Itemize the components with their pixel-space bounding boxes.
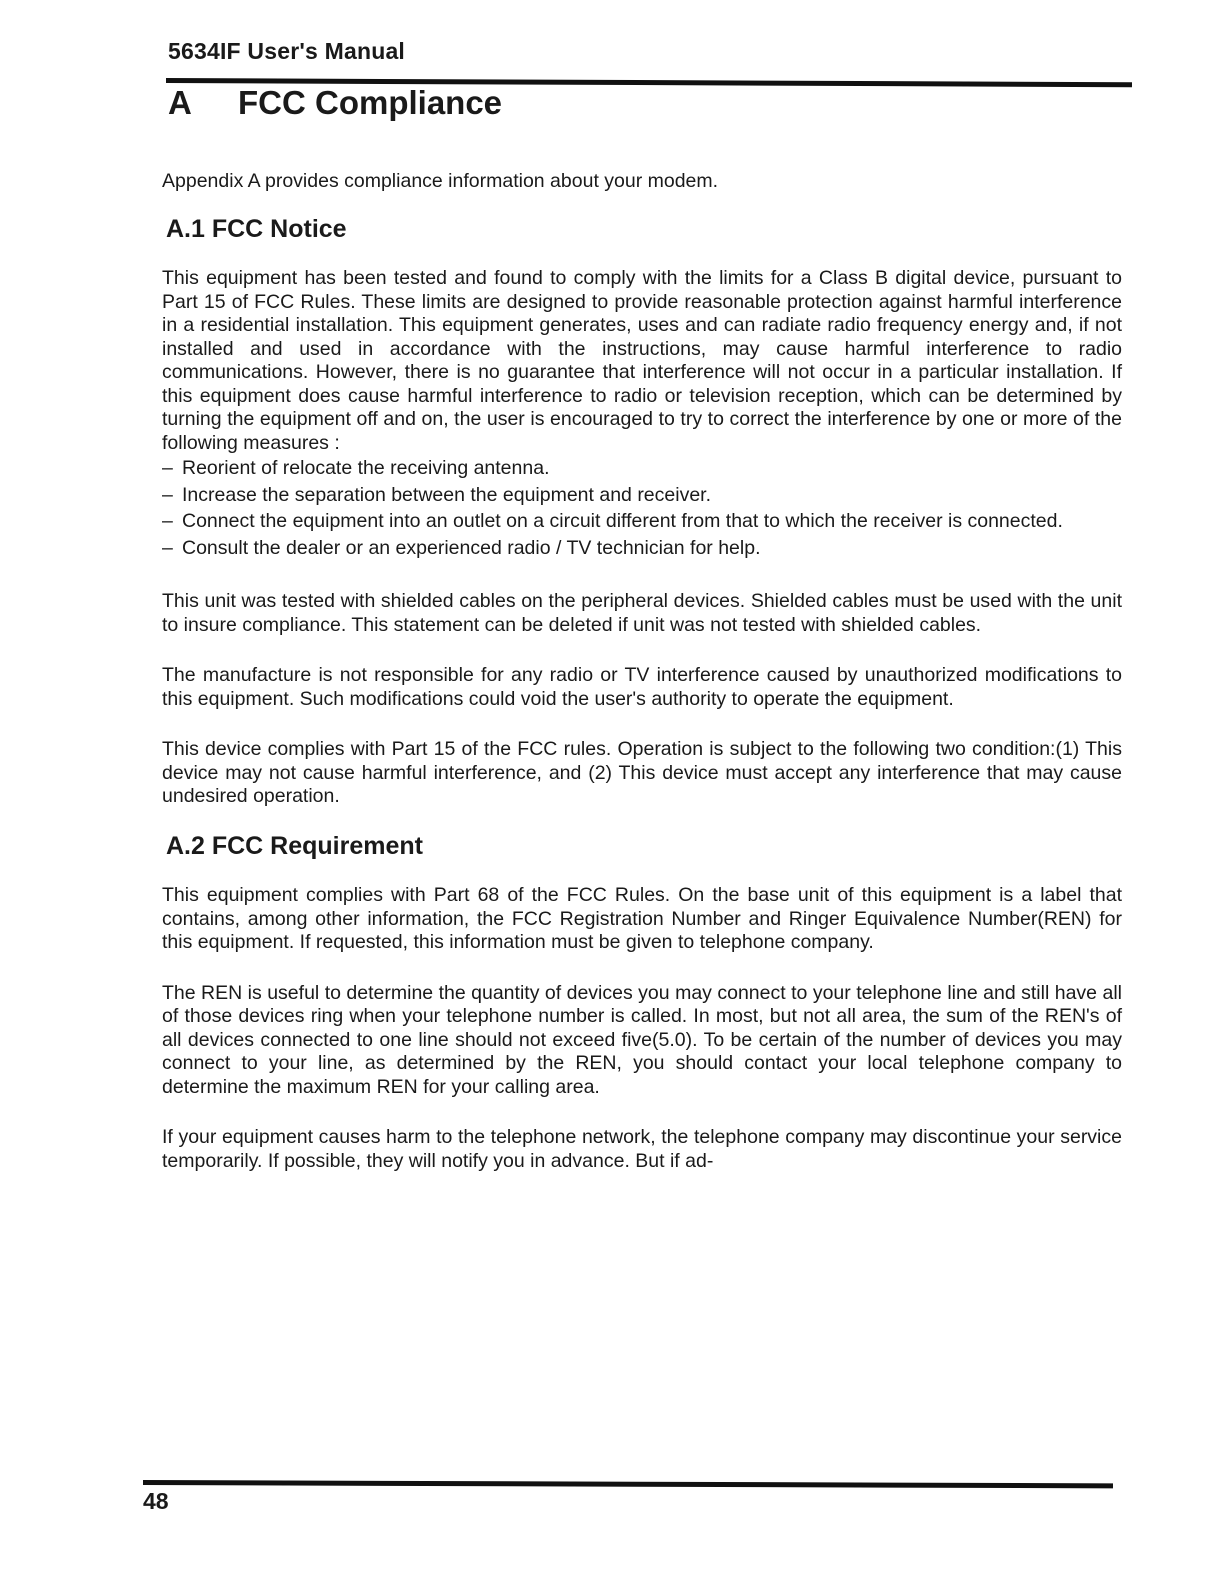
fcc-notice-paragraph-2: This unit was tested with shielded cables on the peripheral devices. Shielded cables must be used with the unit to insure compliance. This statement can be deleted if unit was not tested with shielded cables.: [162, 590, 1122, 636]
list-item: – Connect the equipment into an outlet on a circuit different from that to which the receiver is connected.: [162, 510, 1063, 532]
fcc-notice-paragraph-3: The manufacture is not responsible for any radio or TV interference caused by unauthorized modifications to this equipment. Such modifications could void the user's authority to operate the equipment.: [162, 664, 1122, 710]
chapter-letter: A: [168, 84, 192, 121]
running-head: 5634IF User's Manual: [168, 38, 406, 64]
fcc-requirement-paragraph-3: If your equipment causes harm to the telephone network, the telephone company may discontinue your service temporarily. If possible, they will notify you in advance. But if ad-: [162, 1126, 1122, 1172]
chapter-title: [168, 84, 502, 122]
fcc-requirement-paragraph-2: The REN is useful to determine the quantity of devices you may connect to your telephone line and still have all of those devices ring when your telephone number is called. In most, but not all area, the sum of the REN's of all devices connected to one line should not exceed five(5.0). To be certain of the number of devices you may connect to your line, as determined by the REN, you should contact your local telephone company to determine the maximum REN for your calling area.: [162, 981, 1122, 1098]
intro-paragraph: Appendix A provides compliance information about your modem.: [162, 170, 719, 192]
fcc-requirement-paragraph-1: This equipment complies with Part 68 of the FCC Rules. On the base unit of this equipment is a label that contains, among other information, the FCC Registration Number and Ringer Equivalence Number(REN) for this equipment. If requested, this information must be given to telephone company.: [162, 884, 1122, 953]
page-body: [162, 170, 1122, 1173]
section-heading-fcc-notice: A.1 FCC Notice: [166, 214, 347, 243]
measures-list: [162, 457, 1122, 560]
list-item: – Consult the dealer or an experienced radio / TV technician for help.: [162, 536, 761, 559]
page-number: 48: [143, 1488, 169, 1514]
footer-rule: [143, 1480, 1113, 1488]
list-item: – Reorient of relocate the receiving antenna.: [162, 457, 550, 479]
list-item: – Increase the separation between the equipment and receiver.: [162, 483, 712, 506]
section-heading-fcc-requirement: A.2 FCC Requirement: [166, 831, 423, 860]
chapter-title-text: FCC Compliance: [238, 84, 503, 121]
fcc-notice-paragraph-1: This equipment has been tested and found to comply with the limits for a Class B digital device, pursuant to Part 15 of FCC Rules. These limits are designed to provide reasonable protection against harmful interference in a residential installation. This equipment generates, uses and can radiate radio frequency energy and, if not installed and used in accordance with the instructions, may cause harmful interference to radio communications. However, there is no guarantee that interference will not occur in a particular installation. If this equipment does cause harmful interference to radio or television reception, which can be determined by turning the equipment off and on, the user is encouraged to try to correct the interference by one or more of the following measures :: [162, 267, 1122, 454]
fcc-notice-paragraph-4: This device complies with Part 15 of the FCC rules. Operation is subject to the following two condition:(1) This device may not cause harmful interference, and (2) This device must accept any interference that may cause undesired operation.: [162, 738, 1122, 807]
